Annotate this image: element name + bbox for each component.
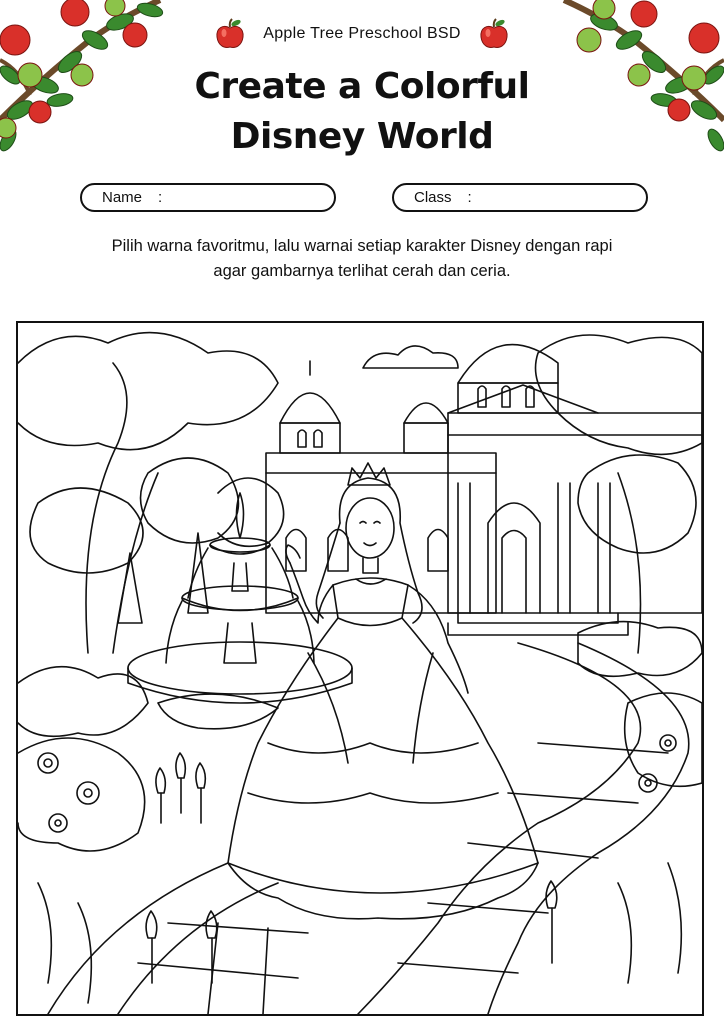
class-label: Class	[414, 189, 452, 206]
instructions-line-1: Pilih warna favoritmu, lalu warnai setiap karakter Disney dengan rapi	[111, 237, 613, 255]
school-header	[0, 16, 724, 52]
flower-icon	[38, 735, 681, 1003]
garden-path	[48, 643, 689, 1014]
apple-icon	[215, 18, 245, 50]
tree-icon	[18, 333, 702, 653]
coloring-scene[interactable]	[16, 321, 704, 1016]
cloud-icon	[363, 346, 458, 368]
name-colon: :	[158, 189, 163, 206]
page-title	[0, 62, 724, 162]
instructions-line-2: agar gambarnya terlihat cerah dan ceria.	[213, 262, 511, 280]
princess-icon	[228, 463, 538, 919]
name-label: Name	[102, 189, 143, 206]
instructions	[40, 234, 684, 284]
title-line-2: Disney World	[230, 116, 494, 157]
name-field[interactable]	[80, 183, 336, 212]
apple-icon	[479, 18, 509, 50]
class-colon: :	[467, 189, 472, 206]
title-line-1: Create a Colorful	[194, 66, 530, 107]
bush-icon	[18, 622, 702, 851]
class-field[interactable]	[392, 183, 648, 212]
castle-icon	[266, 345, 702, 635]
school-name: Apple Tree Preschool BSD	[263, 25, 461, 42]
